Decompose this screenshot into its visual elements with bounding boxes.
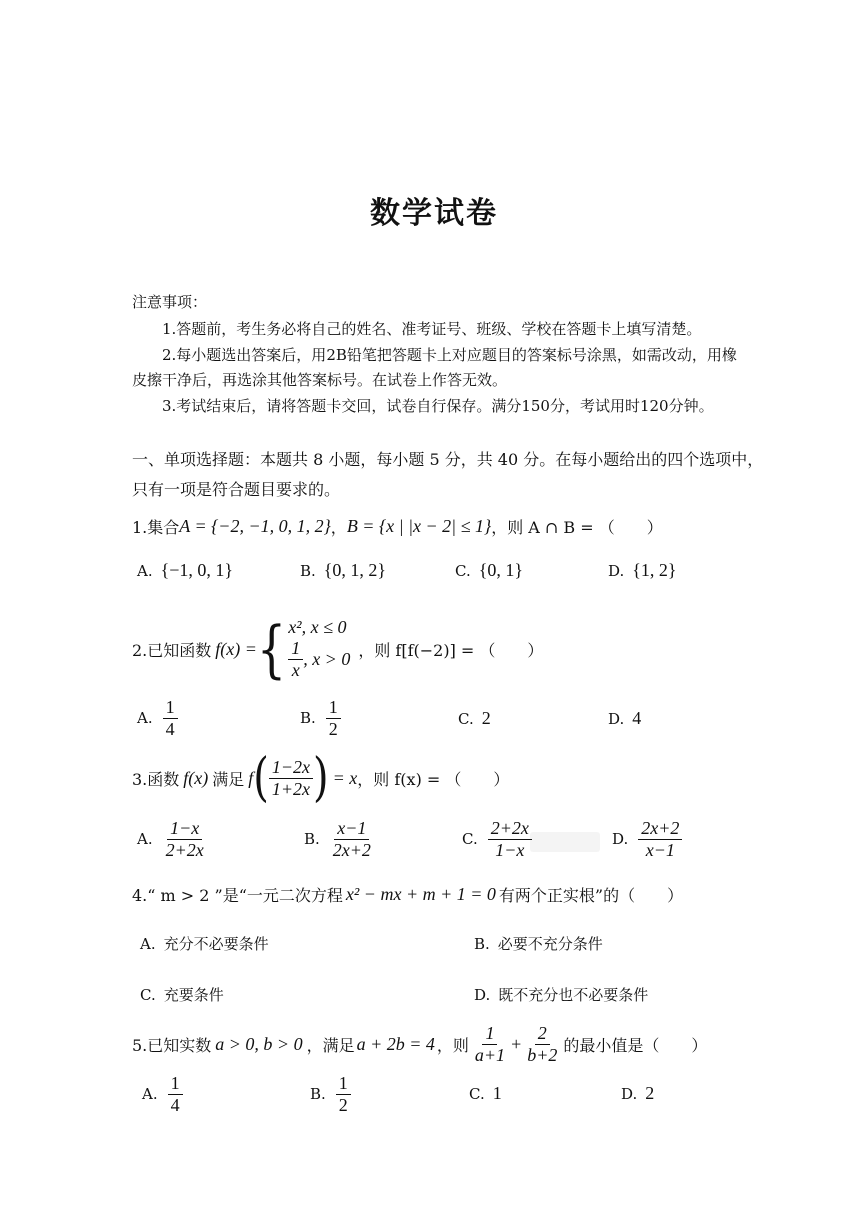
notice-item-2-line-2: 皮擦干净后，再选涂其他答案标号。在试卷上作答无效。 — [132, 371, 508, 389]
option-text: {0, 1, 2} — [323, 560, 387, 580]
scan-smudge — [530, 832, 600, 852]
option-label: D. — [474, 985, 491, 1004]
q2-case-1: x², x ≤ 0 — [288, 617, 347, 638]
q5-fraction-2 — [524, 1023, 560, 1065]
q2-option-a[interactable] — [137, 697, 181, 739]
option-label: A. — [142, 1085, 158, 1104]
q2-brace: { — [256, 612, 287, 686]
q1-option-d[interactable] — [608, 560, 677, 581]
option-label: A. — [140, 934, 156, 953]
q5-option-d[interactable] — [621, 1083, 654, 1104]
denominator: 2 — [338, 1094, 348, 1115]
option-fraction — [488, 818, 532, 860]
option-label: D. — [608, 709, 625, 728]
numerator: 1 — [288, 638, 303, 660]
q3-f: f — [248, 767, 254, 788]
q5-mid: ，满足 — [306, 1035, 355, 1055]
q1-ask: ，则 A ∩ B = （ ） — [491, 517, 663, 537]
q3-function: f(x) — [183, 767, 209, 788]
option-text: 1 — [492, 1083, 502, 1103]
option-fraction — [163, 697, 178, 739]
numerator: 1 — [336, 1073, 351, 1095]
q4-option-a[interactable] — [140, 933, 269, 954]
option-text: 既不充分也不必要条件 — [498, 986, 649, 1004]
q4-stem-b: 有两个正实根”的（ ） — [498, 885, 684, 905]
denominator: 4 — [170, 1094, 180, 1115]
option-label: C. — [140, 985, 156, 1004]
q4-option-b[interactable] — [474, 933, 603, 954]
q3-argument-fraction — [269, 757, 313, 799]
option-text: 4 — [632, 708, 642, 728]
denominator: a+1 — [474, 1044, 506, 1065]
q2-case-2-cond: , x > 0 — [303, 649, 351, 669]
q1-option-a[interactable] — [137, 560, 233, 581]
q5-then: ，则 — [436, 1035, 469, 1055]
option-label: B. — [474, 934, 490, 953]
q3-option-d[interactable] — [612, 818, 685, 860]
q5-option-a[interactable] — [142, 1073, 186, 1115]
q5-constraint: a + 2b = 4 — [356, 1033, 435, 1054]
q4-equation: x² − mx + m + 1 = 0 — [345, 883, 496, 904]
option-fraction — [638, 818, 682, 860]
q5-option-c[interactable] — [469, 1083, 502, 1104]
option-text: 充要条件 — [163, 986, 224, 1004]
option-text: 充分不必要条件 — [163, 935, 269, 953]
q3-option-c[interactable] — [462, 818, 535, 860]
q2-function: f(x) = — [215, 638, 257, 659]
numerator: 1−2x — [269, 757, 313, 779]
q5-prefix: 5.已知实数 — [132, 1035, 212, 1055]
option-text: 必要不充分条件 — [497, 935, 603, 953]
q2-cases — [288, 617, 350, 680]
q2-option-d[interactable] — [608, 708, 641, 729]
option-label: C. — [458, 709, 474, 728]
option-label: D. — [612, 830, 629, 849]
option-label: B. — [300, 561, 316, 580]
q3-left-paren: ( — [253, 748, 269, 808]
denominator: 2+2x — [165, 839, 204, 860]
denominator: 4 — [165, 718, 175, 739]
numerator: 2+2x — [488, 818, 532, 840]
option-text: {1, 2} — [632, 560, 677, 580]
numerator: 1 — [168, 1073, 183, 1095]
q2-ask: ，则 f[f(−2)] = （ ） — [358, 640, 544, 660]
option-text: 2 — [645, 1083, 655, 1103]
question-1-stem — [132, 511, 663, 541]
q1-set-a: A = {−2, −1, 0, 1, 2} — [179, 515, 331, 536]
option-fraction — [336, 1073, 351, 1115]
q2-option-c[interactable] — [458, 708, 491, 729]
q3-option-b[interactable] — [304, 818, 377, 860]
q5-condition: a > 0, b > 0 — [215, 1033, 303, 1054]
q3-eq: = x — [332, 767, 358, 788]
option-label: D. — [608, 561, 625, 580]
q1-sep: ， — [330, 517, 347, 537]
question-2-stem — [132, 612, 543, 686]
option-label: B. — [310, 1085, 326, 1104]
q4-option-d[interactable] — [474, 984, 648, 1005]
numerator: 1 — [163, 697, 178, 719]
q5-ask: 的最小值是（ ） — [563, 1035, 708, 1055]
question-4-stem — [132, 880, 683, 908]
denominator: 2x+2 — [332, 839, 371, 860]
option-label: C. — [462, 830, 478, 849]
q3-ask: ，则 f(x) = （ ） — [357, 769, 510, 789]
section-1-line-2: 只有一项是符合题目要求的。 — [132, 480, 341, 499]
option-text: 2 — [481, 708, 491, 728]
q5-plus: + — [511, 1033, 522, 1054]
q5-fraction-1 — [472, 1023, 508, 1065]
option-label: C. — [455, 561, 471, 580]
q2-case-2-frac — [288, 638, 303, 680]
page-title: 数学试卷 — [370, 196, 498, 231]
option-text: {0, 1} — [478, 560, 523, 580]
numerator: 1 — [326, 697, 341, 719]
q1-prefix: 1.集合 — [132, 517, 180, 537]
section-1-line-1: 一、单项选择题：本题共 8 小题，每小题 5 分，共 40 分。在每小题给出的四个选项中， — [132, 450, 764, 469]
option-text: {−1, 0, 1} — [160, 560, 234, 580]
numerator: x−1 — [334, 818, 369, 840]
denominator: 1+2x — [271, 778, 311, 799]
q2-prefix: 2.已知函数 — [132, 640, 212, 660]
denominator: 2 — [328, 718, 338, 739]
option-label: B. — [300, 709, 316, 728]
option-fraction — [163, 818, 207, 860]
numerator: 2 — [535, 1023, 550, 1045]
q3-mid: 满足 — [212, 769, 245, 789]
option-label: A. — [137, 830, 153, 849]
option-label: B. — [304, 830, 320, 849]
q4-option-c[interactable] — [140, 984, 224, 1005]
notice-heading: 注意事项： — [132, 293, 208, 311]
numerator: 1 — [482, 1023, 497, 1045]
option-label: A. — [137, 709, 153, 728]
notice-item-1: 1.答题前，考生务必将自己的姓名、准考证号、班级、学校在答题卡上填写清楚。 — [162, 320, 702, 338]
numerator: 2x+2 — [638, 818, 682, 840]
denominator: 1−x — [495, 839, 525, 860]
notice-item-3: 3.考试结束后，请将答题卡交回，试卷自行保存。满分150分，考试用时120分钟。 — [162, 397, 714, 415]
q2-case-2 — [288, 638, 350, 680]
option-label: A. — [137, 561, 153, 580]
notice-item-2-line-1: 2.每小题选出答案后，用2B铅笔把答题卡上对应题目的答案标号涂黑，如需改动，用橡 — [162, 346, 737, 364]
question-3-stem — [132, 748, 510, 808]
q3-option-a[interactable] — [137, 818, 210, 860]
option-fraction — [168, 1073, 183, 1115]
option-fraction — [330, 818, 374, 860]
option-label: C. — [469, 1084, 485, 1103]
option-fraction — [326, 697, 341, 739]
question-5-stem — [132, 1020, 707, 1068]
numerator: 1−x — [167, 818, 202, 840]
option-label: D. — [621, 1084, 638, 1103]
q1-option-b[interactable] — [300, 560, 386, 581]
q2-option-b[interactable] — [300, 697, 344, 739]
denominator: b+2 — [527, 1044, 558, 1065]
q5-option-b[interactable] — [310, 1073, 354, 1115]
q1-set-b: B = {x | |x − 2| ≤ 1} — [346, 515, 492, 536]
q4-stem-a: 4.“ m > 2 ”是“一元二次方程 — [132, 885, 343, 905]
q1-option-c[interactable] — [455, 560, 523, 581]
denominator: x−1 — [645, 839, 675, 860]
denominator: x — [291, 659, 300, 680]
q3-right-paren: ) — [313, 748, 329, 808]
q3-prefix: 3.函数 — [132, 769, 180, 789]
